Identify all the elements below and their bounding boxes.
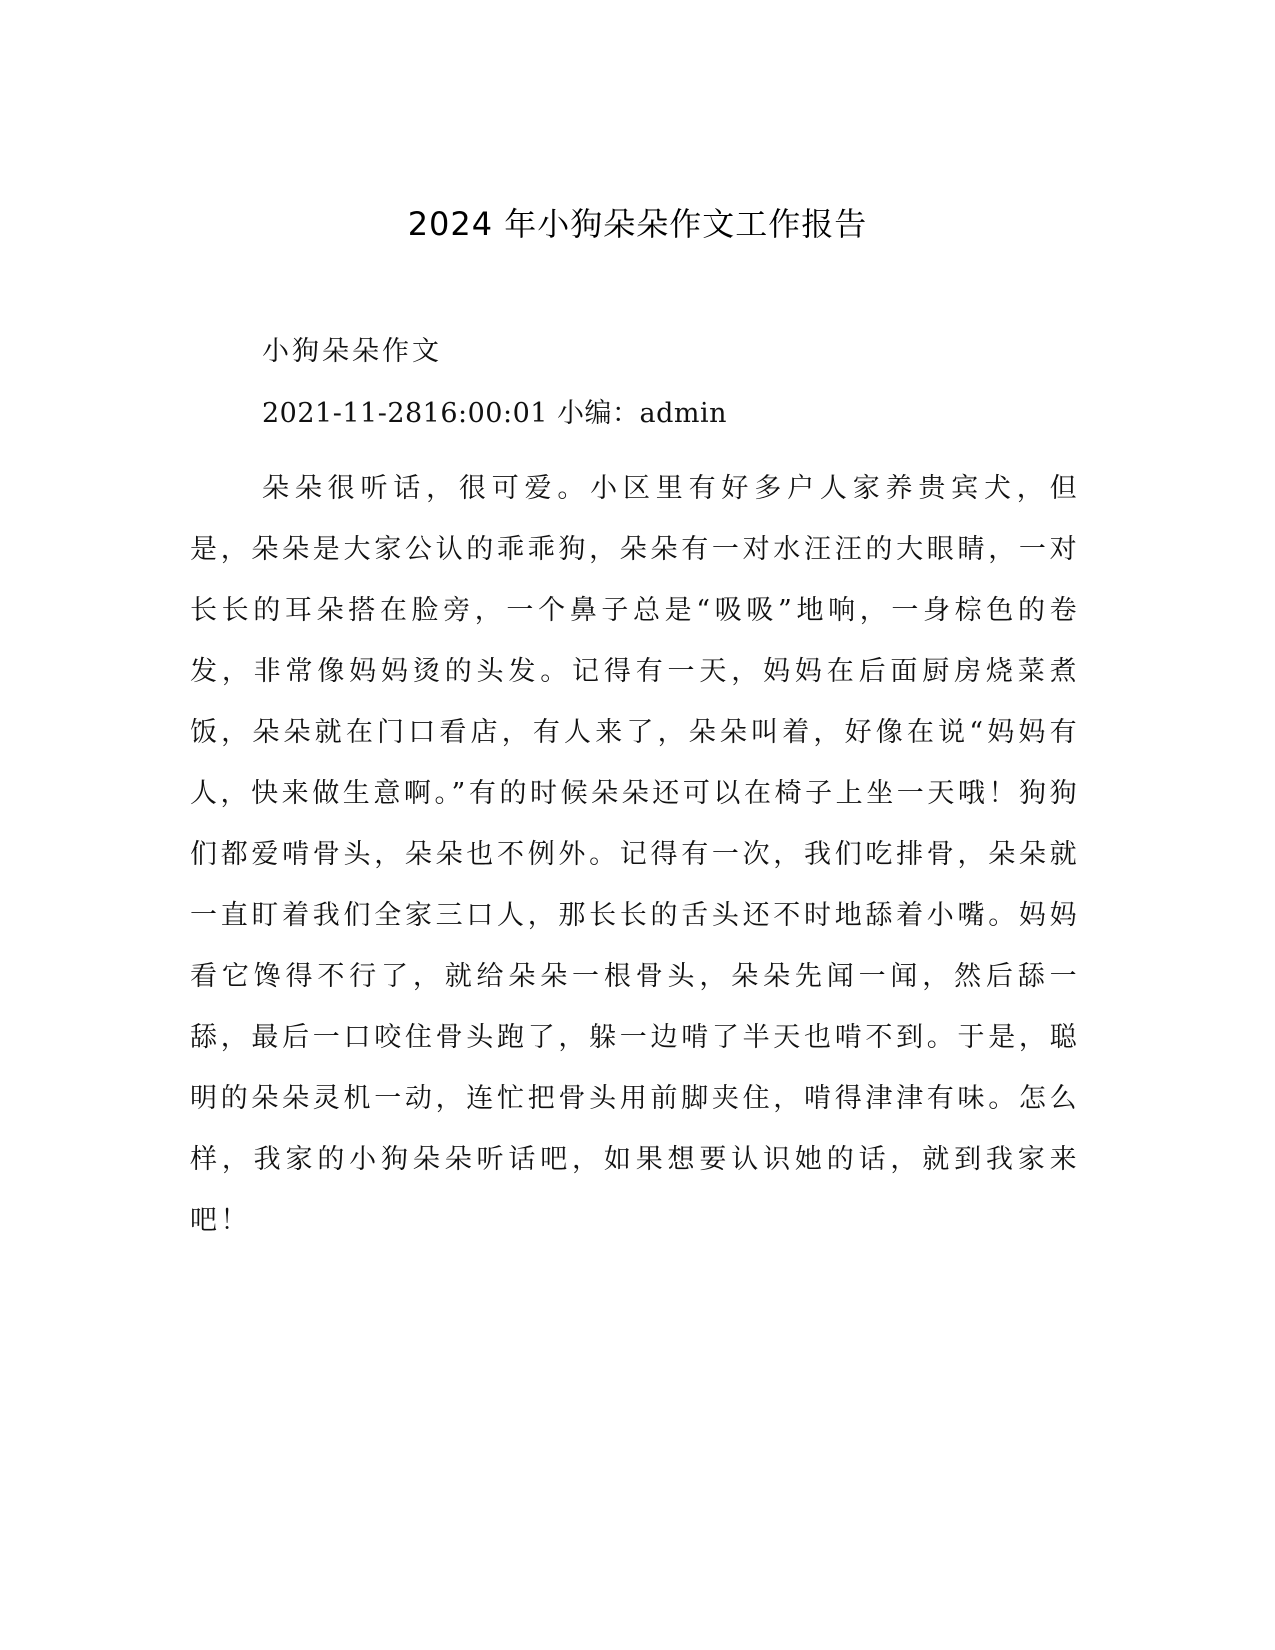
publish-meta: 2021-11-2816:00:01 小编：admin	[262, 398, 728, 429]
essay-body: 朵朵很听话，很可爱。小区里有好多户人家养贵宾犬，但是，朵朵是大家公认的乖乖狗，朵朵有一对水汪汪的大眼睛，一对长长的耳朵搭在脸旁，一个鼻子总是“吸吸”地响，一身棕色的卷发，非常像妈妈烫的头发。记得有一天，妈妈在后面厨房烧菜煮饭，朵朵就在门口看店，有人来了，朵朵叫着，好像在说“妈妈有人，快来做生意啊。”有的时候朵朵还可以在椅子上坐一天哦！狗狗们都爱啃骨头，朵朵也不例外。记得有一次，我们吃排骨，朵朵就一直盯着我们全家三口人，那长长的舌头还不时地舔着小嘴。妈妈看它馋得不行了，就给朵朵一根骨头，朵朵先闻一闻，然后舔一舔，最后一口咬住骨头跑了，躲一边啃了半天也啃不到。于是，聪明的朵朵灵机一动，连忙把骨头用前脚夹住，啃得津津有味。怎么样，我家的小狗朵朵听话吧，如果想要认识她的话，就到我家来吧！	[190, 473, 1080, 1236]
document-title: 2024 年小狗朵朵作文工作报告	[407, 205, 868, 243]
essay-heading: 小狗朵朵作文	[262, 336, 442, 367]
